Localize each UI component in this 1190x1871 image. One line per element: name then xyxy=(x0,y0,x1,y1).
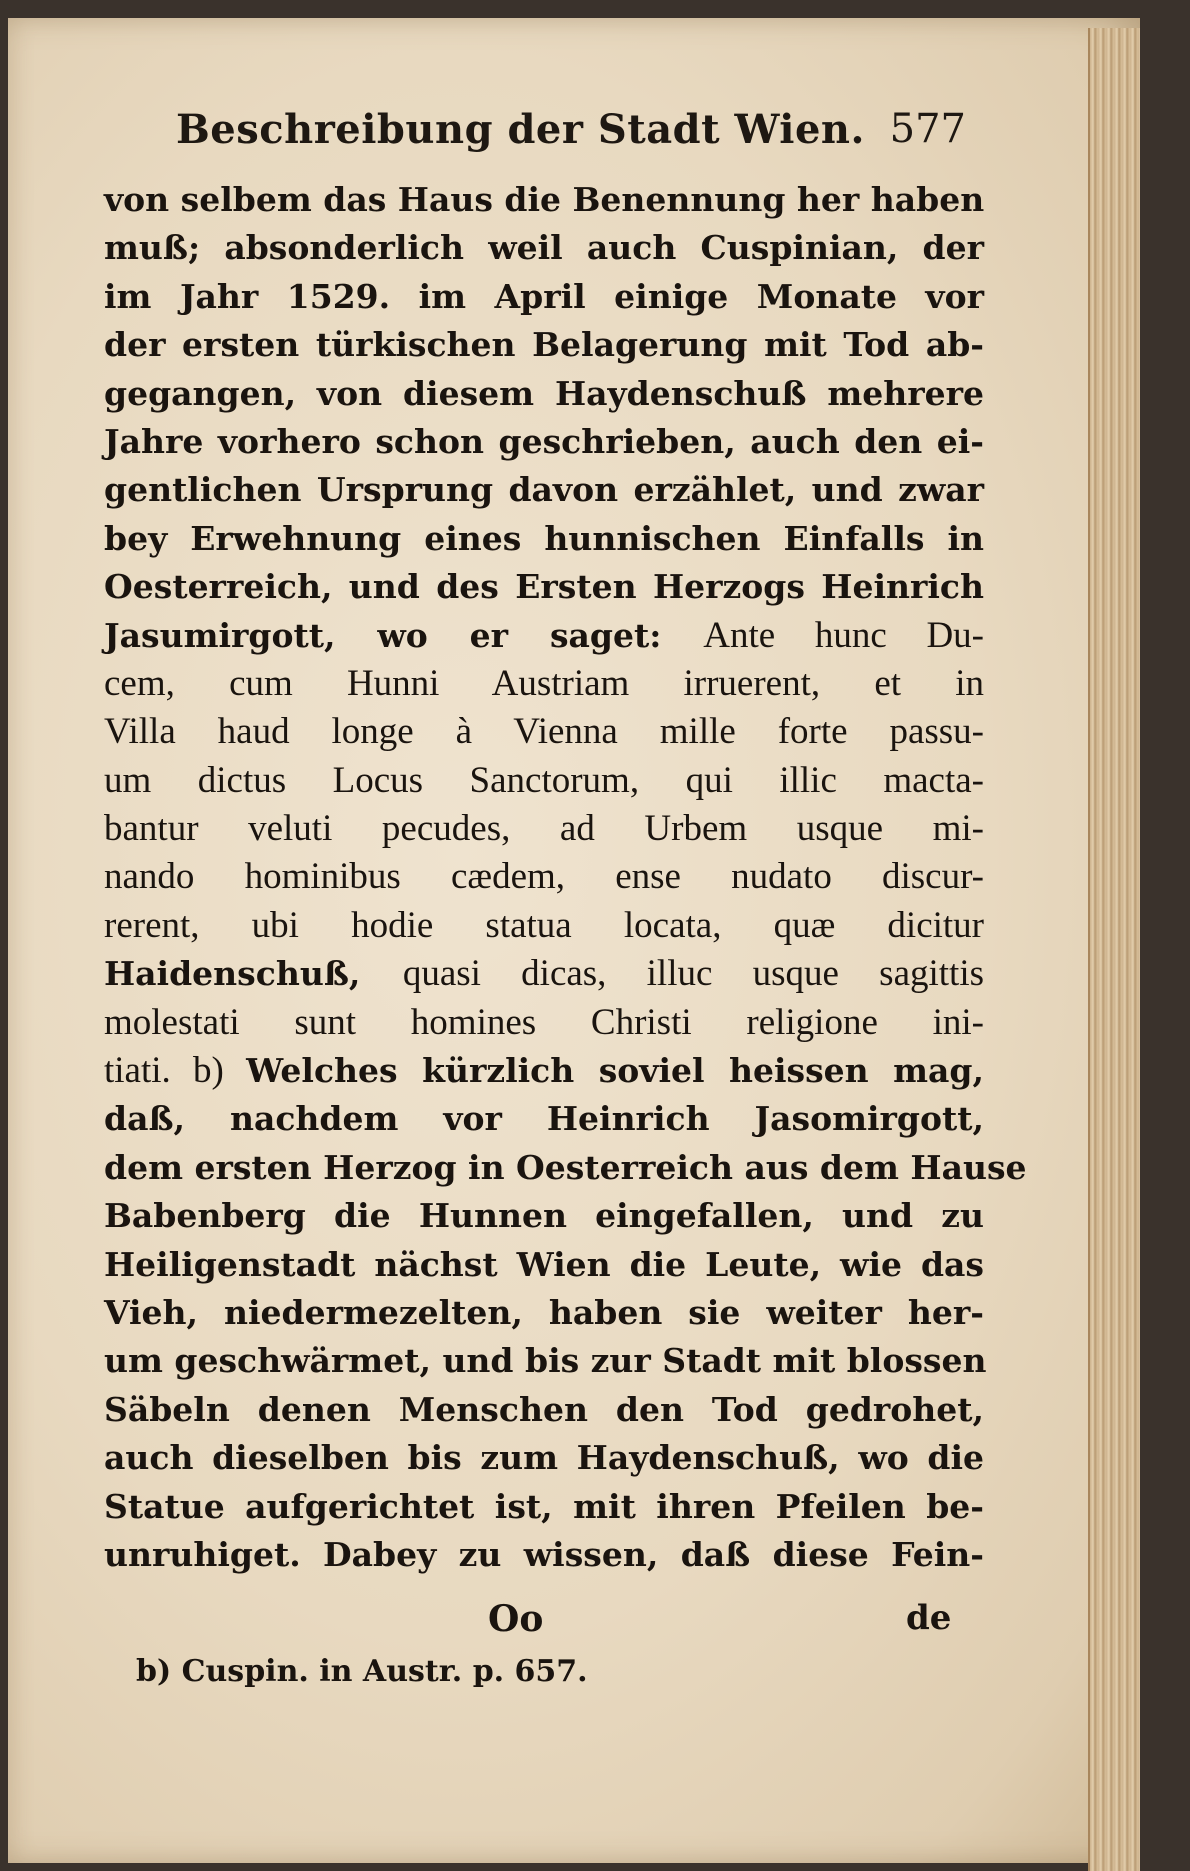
body-text xyxy=(104,176,1027,1579)
text-line: um dictus Locus Sanctorum, qui illic macta- xyxy=(104,759,984,801)
text-line: Säbeln denen Menschen den Tod gedrohet, xyxy=(104,1389,984,1429)
text-line: bantur veluti pecudes, ad Urbem usque mi- xyxy=(104,808,984,850)
page-edges xyxy=(1088,28,1140,1871)
text-line: auch dieselben bis zum Haydenschuß, wo die xyxy=(104,1438,984,1478)
book-page xyxy=(8,18,1140,1863)
text-line: bey Erwehnung eines hunnischen Einfalls in xyxy=(104,518,984,558)
text-line: gentlichen Ursprung davon erzählet, und zwar xyxy=(104,470,984,510)
text-line: nando hominibus cædem, ense nudato discur- xyxy=(104,856,984,898)
fraktur-text: Haidenschuß, xyxy=(104,954,403,994)
running-head: Beschreibung der Stadt Wien. xyxy=(176,106,865,153)
text-line: unruhiget. Dabey zu wissen, daß diese Fein- xyxy=(104,1534,984,1574)
latin-text: tiati. b) xyxy=(104,1050,247,1092)
text-line xyxy=(104,1047,984,1095)
text-line: gegangen, von diesem Haydenschuß mehrere xyxy=(104,373,984,413)
text-line: von selbem das Haus die Benennung her haben xyxy=(104,180,985,219)
latin-text: Ante hunc Du- xyxy=(703,614,984,656)
signature-mark: Oo xyxy=(488,1598,544,1640)
text-line: rerent, ubi hodie statua locata, quæ dicitur xyxy=(104,904,984,946)
catchword: de xyxy=(906,1598,952,1638)
text-line: Villa haud longe à Vienna mille forte passu- xyxy=(104,711,984,753)
latin-text: quasi dicas, illuc usque sagittis xyxy=(402,953,985,995)
text-line: dem ersten Herzog in Oesterreich aus dem Hause xyxy=(104,1147,1027,1187)
text-line xyxy=(104,950,984,998)
text-line: muß; absonderlich weil auch Cuspinian, der xyxy=(104,228,984,268)
text-line: um geschwärmet, und bis zur Stadt mit blossen xyxy=(104,1341,987,1381)
text-line: molestati sunt homines Christi religione ini- xyxy=(104,1001,984,1043)
text-line: cem, cum Hunni Austriam irruerent, et in xyxy=(104,662,984,704)
page-header xyxy=(176,106,966,166)
text-line: Jahre vorhero schon geschrieben, auch den ei- xyxy=(104,421,984,461)
text-line: Heiligenstadt nächst Wien die Leute, wie das xyxy=(104,1244,984,1284)
text-line: Vieh, niedermezelten, haben sie weiter her- xyxy=(104,1292,984,1332)
page-number: 577 xyxy=(889,106,966,152)
text-line: Babenberg die Hunnen eingefallen, und zu xyxy=(104,1196,984,1236)
text-line: daß, nachdem vor Heinrich Jasomirgott, xyxy=(104,1099,984,1139)
text-line: Statue aufgerichtet ist, mit ihren Pfeilen be- xyxy=(104,1486,984,1526)
text-line: im Jahr 1529. im April einige Monate vor xyxy=(104,276,984,316)
fraktur-text: Jasumirgott, wo er saget: xyxy=(104,615,704,655)
text-line xyxy=(104,612,984,660)
text-line: der ersten türkischen Belagerung mit Tod ab- xyxy=(104,325,984,365)
text-line: Oesterreich, und des Ersten Herzogs Heinrich xyxy=(104,567,984,607)
footnote: b) Cuspin. in Austr. p. 657. xyxy=(136,1654,588,1689)
fraktur-text: Welches kürzlich soviel heissen mag, xyxy=(246,1051,984,1091)
